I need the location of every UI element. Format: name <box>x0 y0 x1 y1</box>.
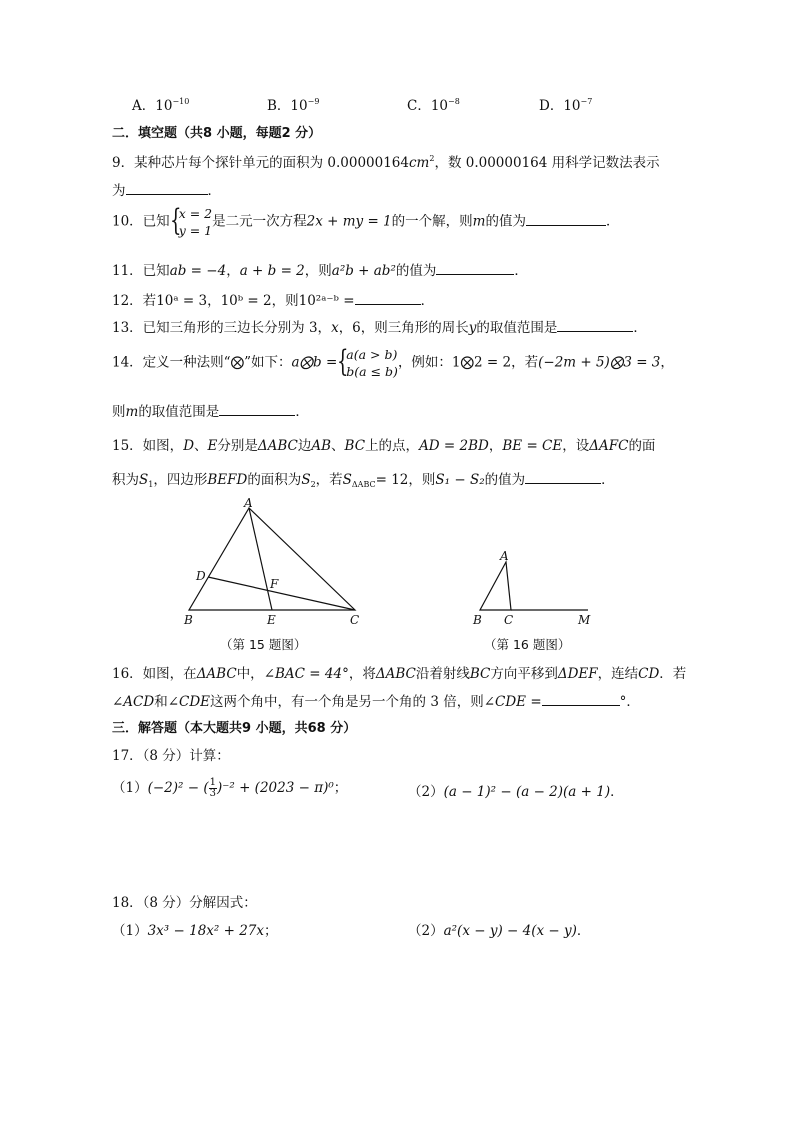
question-16-line1: 16．如图，在ΔABC中，∠BAC = 44°，将ΔABC沿着射线BC方向平移到ΔDEF，连结CD．若 <box>112 666 687 682</box>
label-b: B <box>184 613 193 627</box>
question-17-part1: （1）(−2)² − ( $\frac{1}{3}$ )⁻² + (2023 − π)⁰； <box>112 777 348 799</box>
figure-16-caption: （第 16 题图） <box>484 637 571 652</box>
question-17-part2: （2）(a − 1)² − (a − 2)(a + 1)． <box>408 784 624 800</box>
question-12: 12．若10ᵃ = 3，10ᵇ = 2，则10²ᵃ⁻ᵇ = ． <box>112 289 434 309</box>
question-13: 13．已知三角形的三边长分别为 3，x，6，则三角形的周长y的取值范围是 ． <box>112 316 647 336</box>
question-18-title: 18．（8 分）分解因式： <box>112 895 257 911</box>
q8-option-a: A．$10^{-10}$ <box>132 97 190 114</box>
figure-15-caption: （第 15 题图） <box>220 637 307 652</box>
label-f: F <box>270 577 279 591</box>
segment-dc <box>208 577 355 610</box>
answer-blank[interactable] <box>557 317 633 332</box>
question-18-part2: （2）a²(x − y) − 4(x − y)． <box>408 923 591 939</box>
section-fill-blank-heading: 二．填空题（共8 小题，每题2 分） <box>112 126 322 141</box>
q8-option-b: B．$10^{-9}$ <box>267 97 320 114</box>
answer-blank[interactable] <box>436 260 514 275</box>
answer-blank[interactable] <box>219 401 295 416</box>
question-17-title: 17．（8 分）计算： <box>112 748 230 764</box>
q8-option-c: C．$10^{-8}$ <box>407 97 460 114</box>
figure-16-triangle <box>468 548 598 630</box>
label-a: A <box>244 497 253 510</box>
label-c: C <box>504 613 514 627</box>
question-16-line2: ∠ACD和∠CDE这两个角中，有一个角是另一个角的 3 倍，则∠CDE = °． <box>112 690 640 710</box>
fraction-one-third: $\frac{1}{3}$ <box>209 777 216 799</box>
question-11: 11．已知ab = −4，a + b = 2，则a²b + ab²的值为 ． <box>112 259 528 279</box>
question-10: 10．已知 { x = 2 y = 1 是二元一次方程2x + my = 1的一个解，则m的值为 ． <box>112 203 620 238</box>
triangle-abc <box>480 562 511 610</box>
label-c: C <box>350 613 360 627</box>
question-15-line2: 积为$S_1$，四边形BEFD的面积为$S_2$，若$S_{\Delta ABC}= 12$，则S₁ − S₂的值为 ． <box>112 468 615 488</box>
answer-blank[interactable] <box>526 211 606 226</box>
label-e: E <box>267 613 276 627</box>
piecewise-definition: { a(a > b) b(a ≤ b) <box>337 344 398 379</box>
figure-15-triangle <box>180 497 370 629</box>
label-m: M <box>578 613 591 627</box>
answer-blank[interactable] <box>525 469 601 484</box>
question-18-part1: （1）3x³ − 18x² + 27x； <box>112 923 278 939</box>
label-a: A <box>500 549 509 563</box>
answer-blank[interactable] <box>542 691 620 706</box>
segment-ae <box>249 508 272 610</box>
question-15-line1: 15．如图，D、E分别是ΔABC边AB、BC上的点，AD = 2BD，BE = CE，设ΔAFC的面 <box>112 438 656 454</box>
answer-blank[interactable] <box>126 180 208 195</box>
label-b: B <box>473 613 482 627</box>
answer-blank[interactable] <box>355 290 421 305</box>
section-solve-heading: 三．解答题（本大题共9 小题，共68 分） <box>112 721 357 736</box>
question-9-line1: 9．某种芯片每个探针单元的面积为 $0.00000164cm^2$，数 0.00000164 用科学记数法表示 <box>112 154 660 171</box>
q8-option-d: D．$10^{-7}$ <box>539 97 593 114</box>
equation-system: { x = 2 y = 1 <box>169 203 213 238</box>
triangle-abc <box>189 508 355 610</box>
label-d: D <box>196 569 206 583</box>
question-14-line1: 14．定义一种法则“⨂”如下：a⨂b = { a(a > b) b(a ≤ b) ，例如：1⨂2 = 2，若(−2m + 5)⨂3 = 3， <box>112 344 674 379</box>
question-14-line2: 则m的取值范围是 ． <box>112 400 309 420</box>
question-9-line2: 为 ． <box>112 179 221 199</box>
